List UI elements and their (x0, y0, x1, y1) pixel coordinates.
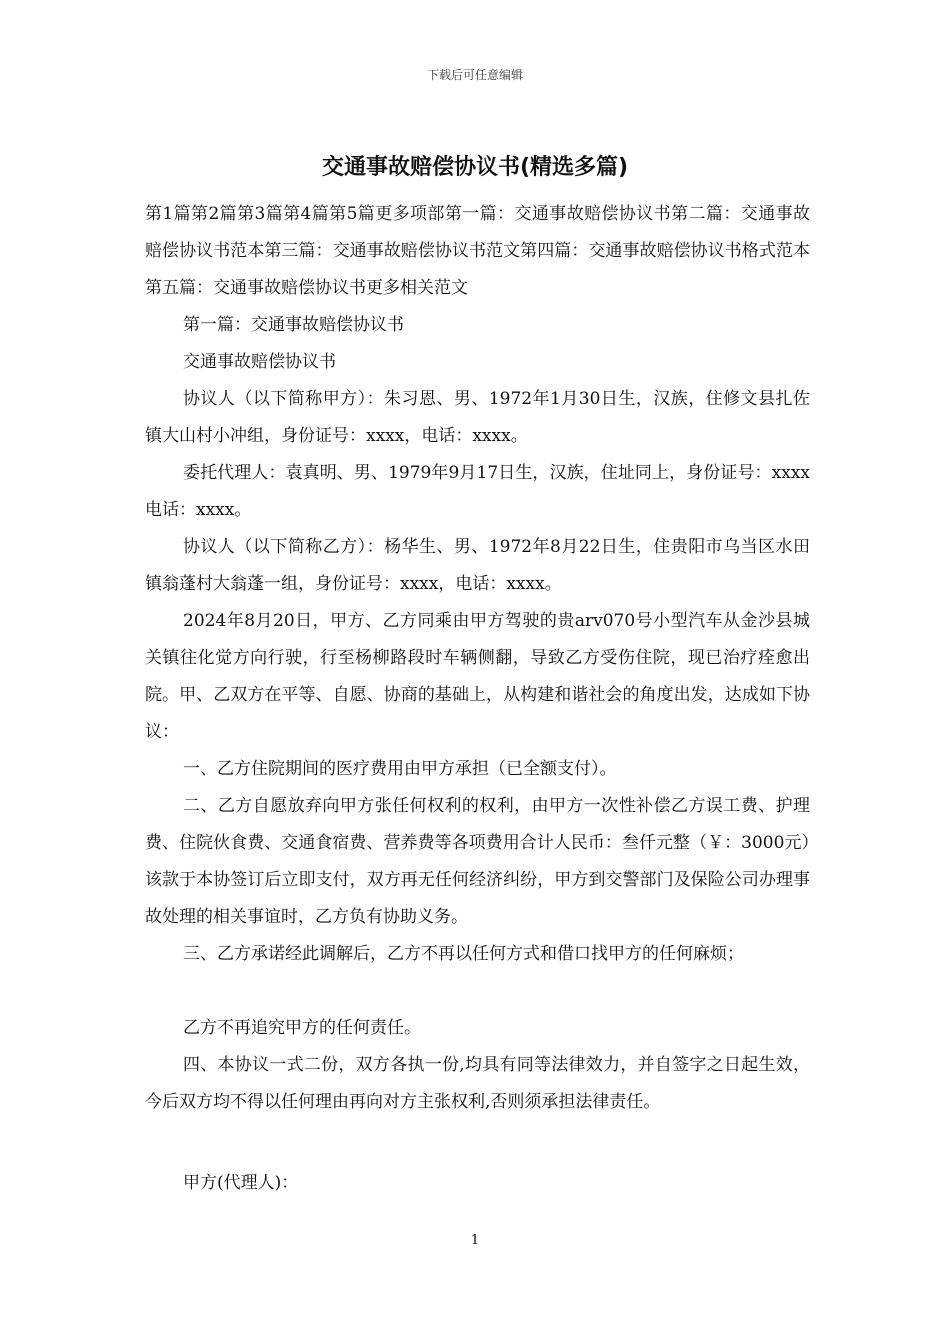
background-paragraph: 2024年8月20日，甲方、乙方同乘由甲方驾驶的贵arv070号小型汽车从金沙县城关镇往化觉方向行驶，行至杨柳路段时车辆侧翻，导致乙方受伤住院，现已治疗痊愈出院。甲、乙双方在平等、自愿、协商的基础上，从构建和谐社会的角度出发，达成如下协议： (145, 611, 810, 742)
clause-2: 二、乙方自愿放弃向甲方张任何权利的权利，由甲方一次性补偿乙方误工费、护理费、住院伙食费、交通食宿费、营养费等各项费用合计人民币：叁仟元整（￥：3000元）该款于本协签订后立即支付，双方再无任何经济纠纷，甲方到交警部门及保险公司办理事故处理的相关事谊时，乙方负有协助义务。 (145, 796, 810, 927)
clause-3: 三、乙方承诺经此调解后，乙方不再以任何方式和借口找甲方的任何麻烦； (183, 944, 744, 964)
document-body (145, 196, 810, 1202)
section-heading: 第一篇：交通事故赔偿协议书 (183, 315, 404, 335)
blank-line (145, 973, 810, 1010)
agent-paragraph: 委托代理人：袁真明、男、1979年9月17日生，汉族，住址同上，身份证号：xxxx电话：xxxx。 (145, 463, 810, 520)
party-a-paragraph: 协议人（以下简称甲方）：朱习恩、男、1972年1月30日生，汉族，住修文县扎佐镇大山村小冲组，身份证号：xxxx，电话：xxxx。 (145, 389, 810, 446)
clause-3-continuation: 乙方不再追究甲方的任何责任。 (183, 1018, 421, 1038)
clause-4: 四、本协议一式二份，双方各执一份,均具有同等法律效力，并自签字之日起生效，今后双方均不得以任何理由再向对方主张权利,否则须承担法律责任。 (145, 1055, 810, 1112)
table-of-contents: 第1篇第2篇第3篇第4篇第5篇更多项部第一篇：交通事故赔偿协议书第二篇：交通事故赔偿协议书范本第三篇：交通事故赔偿协议书范文第四篇：交通事故赔偿协议书格式范本第五篇：交通事故赔偿协议书更多相关范文 (145, 204, 810, 298)
clause-1: 一、乙方住院期间的医疗费用由甲方承担（已全额支付）。 (183, 759, 617, 779)
blank-line (145, 1121, 810, 1165)
signature-line-party-a: 甲方(代理人)： (183, 1173, 299, 1193)
page-number: 1 (470, 1233, 480, 1248)
party-b-paragraph: 协议人（以下简称乙方）：杨华生、男、1972年8月22日生，住贵阳市乌当区水田镇翁蓬村大翁蓬一组，身份证号：xxxx，电话：xxxx。 (145, 537, 810, 594)
document-title: 交通事故赔偿协议书(精选多篇) (321, 155, 629, 180)
agreement-title: 交通事故赔偿协议书 (183, 352, 336, 372)
page-header-note: 下载后可任意编辑 (426, 68, 523, 82)
